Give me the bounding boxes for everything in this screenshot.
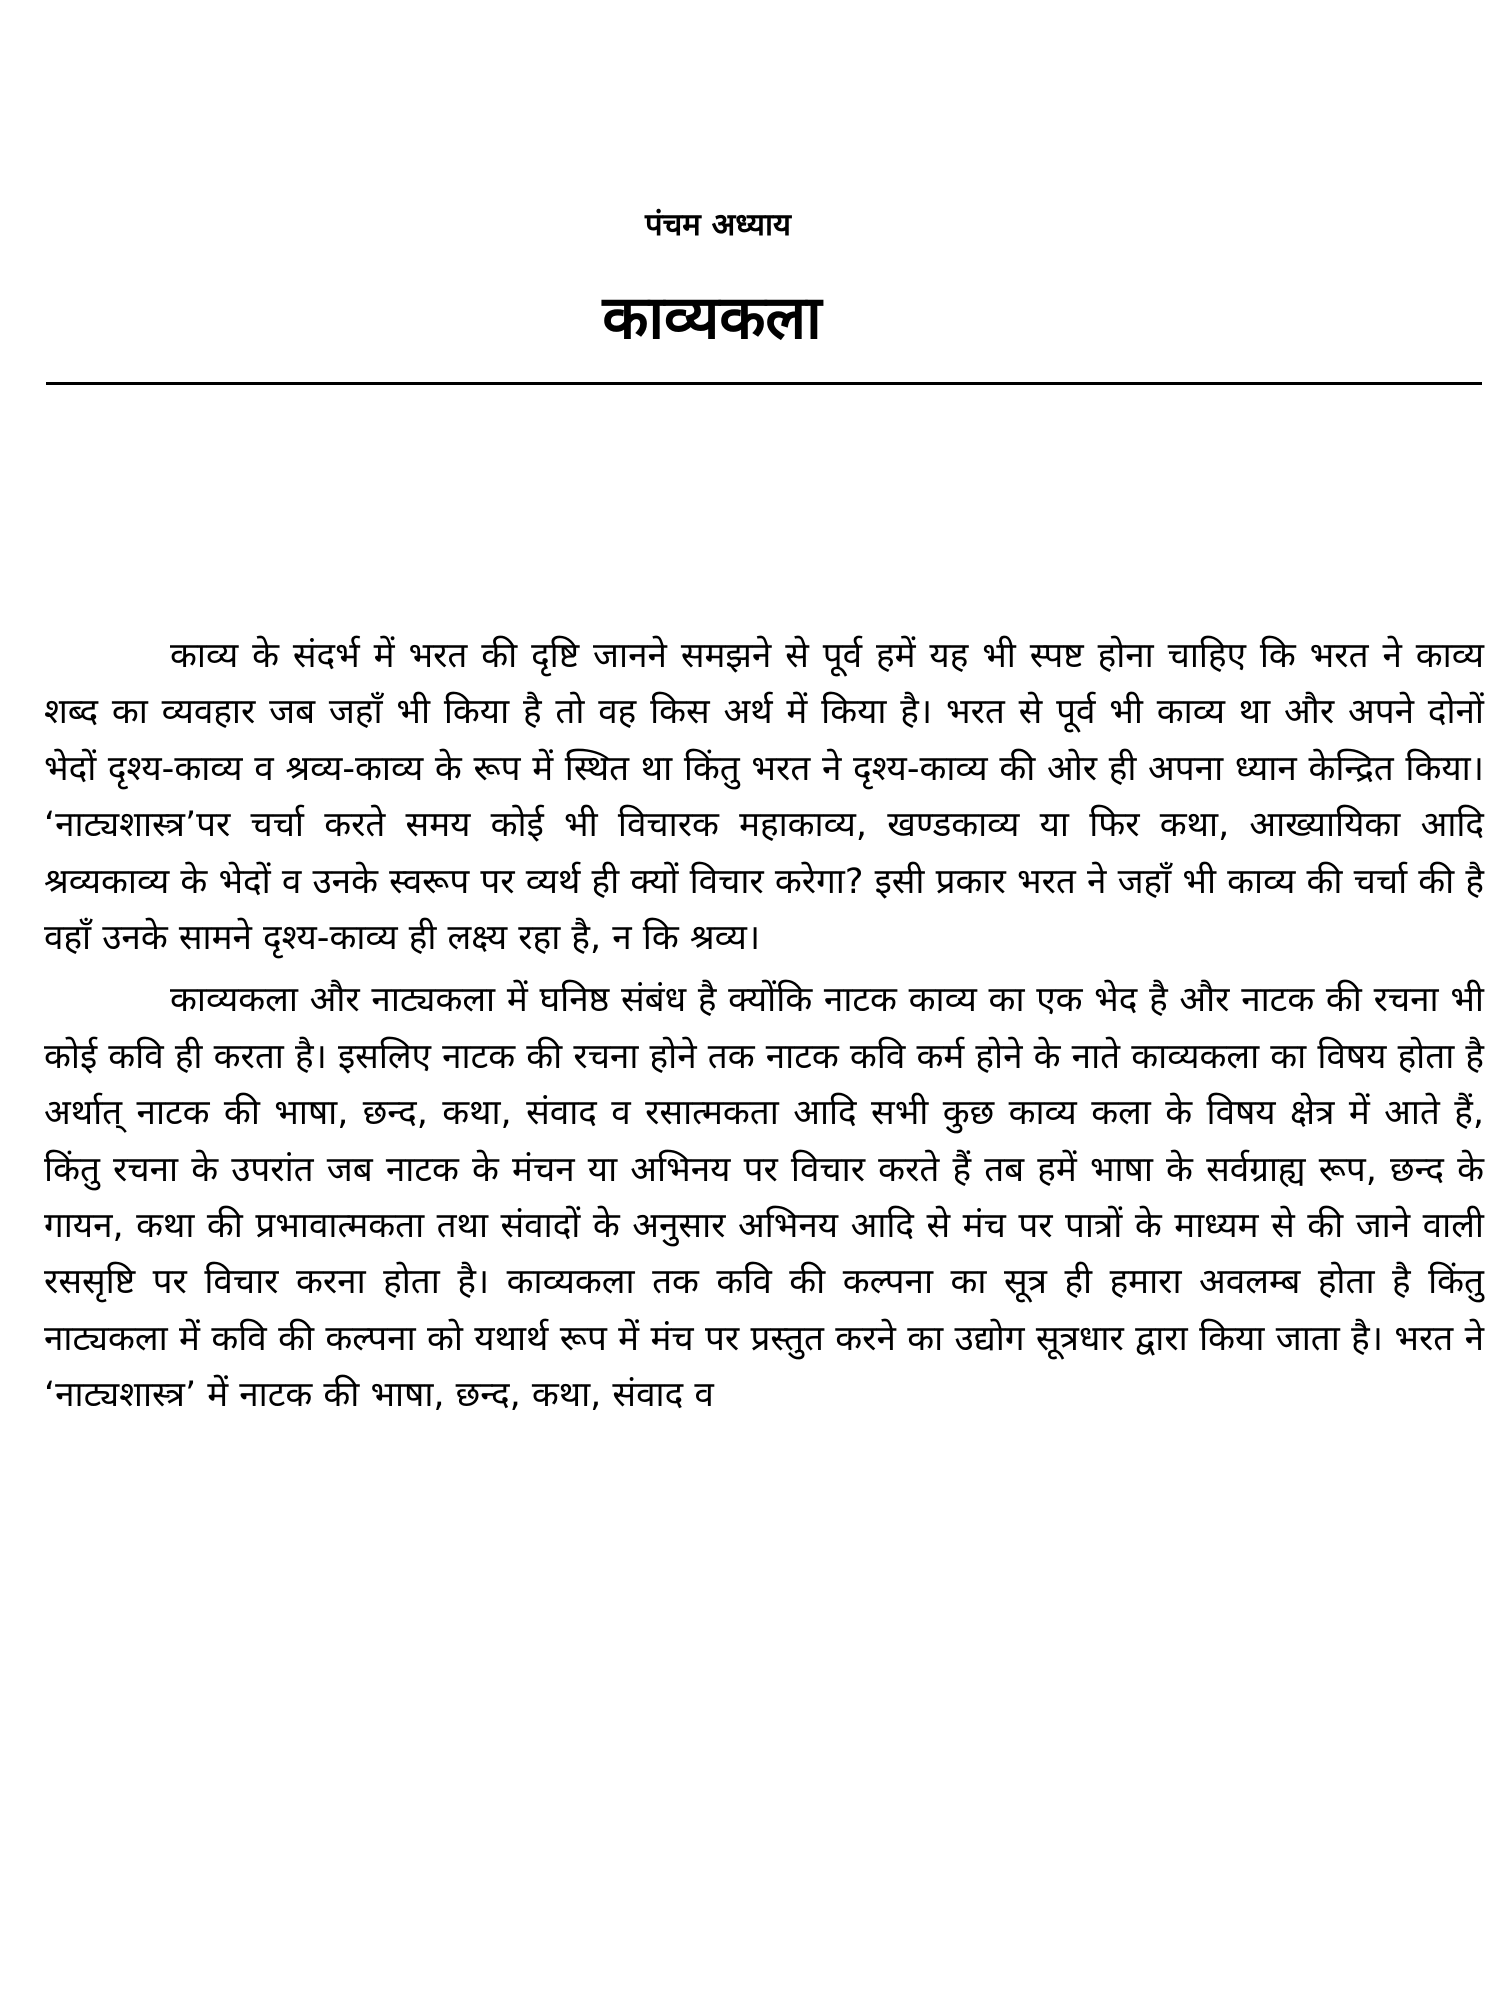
body-text [44, 628, 1484, 1424]
paragraph-1: काव्य के संदर्भ में भरत की दृष्टि जानने समझने से पूर्व हमें यह भी स्पष्ट होना चाहिए कि भरत ने काव्य शब्द का व्यवहार जब जहाँ भी किया है तो वह किस अर्थ में किया है। भरत से पूर्व भी काव्य था और अपने दोनों भेदों दृश्य-काव्य व श्रव्य-काव्य के रूप में स्थित था किंतु भरत ने दृश्य-काव्य की ओर ही अपना ध्यान केन्द्रित किया। ‘नाट्यशास्त्र’पर चर्चा करते समय कोई भी विचारक महाकाव्य, खण्डकाव्य या फिर कथा, आख्यायिका आदि श्रव्यकाव्य के भेदों व उनके स्वरूप पर व्यर्थ ही क्यों विचार करेगा? इसी प्रकार भरत ने जहाँ भी काव्य की चर्चा की है वहाँ उनके सामने दृश्य-काव्य ही लक्ष्य रहा है, न कि श्रव्य। [44, 636, 1484, 959]
chapter-title: काव्यकला [602, 283, 822, 353]
title-divider [46, 382, 1482, 385]
paragraph-2: काव्यकला और नाट्यकला में घनिष्ठ संबंध है क्योंकि नाटक काव्य का एक भेद है और नाटक की रचना भी कोई कवि ही करता है। इसलिए नाटक की रचना होने तक नाटक कवि कर्म होने के नाते काव्यकला का विषय होता है अर्थात् नाटक की भाषा, छन्द, कथा, संवाद व रसात्मकता आदि सभी कुछ काव्य कला के विषय क्षेत्र में आते हैं, किंतु रचना के उपरांत जब नाटक के मंचन या अभिनय पर विचार करते हैं तब हमें भाषा के सर्वग्राह्य रूप, छन्द के गायन, कथा की प्रभावात्मकता तथा संवादों के अनुसार अभिनय आदि से मंच पर पात्रों के माध्यम से की जाने वाली रससृष्टि पर विचार करना होता है। काव्यकला तक कवि की कल्पना का सूत्र ही हमारा अवलम्ब होता है किंतु नाट्यकला में कवि की कल्पना को यथार्थ रूप में मंच पर प्रस्तुत करने का उद्योग सूत्रधार द्वारा किया जाता है। भरत ने ‘नाट्यशास्त्र’ में नाटक की भाषा, छन्द, कथा, संवाद व [44, 980, 1484, 1416]
chapter-number: पंचम अध्याय [645, 207, 791, 243]
